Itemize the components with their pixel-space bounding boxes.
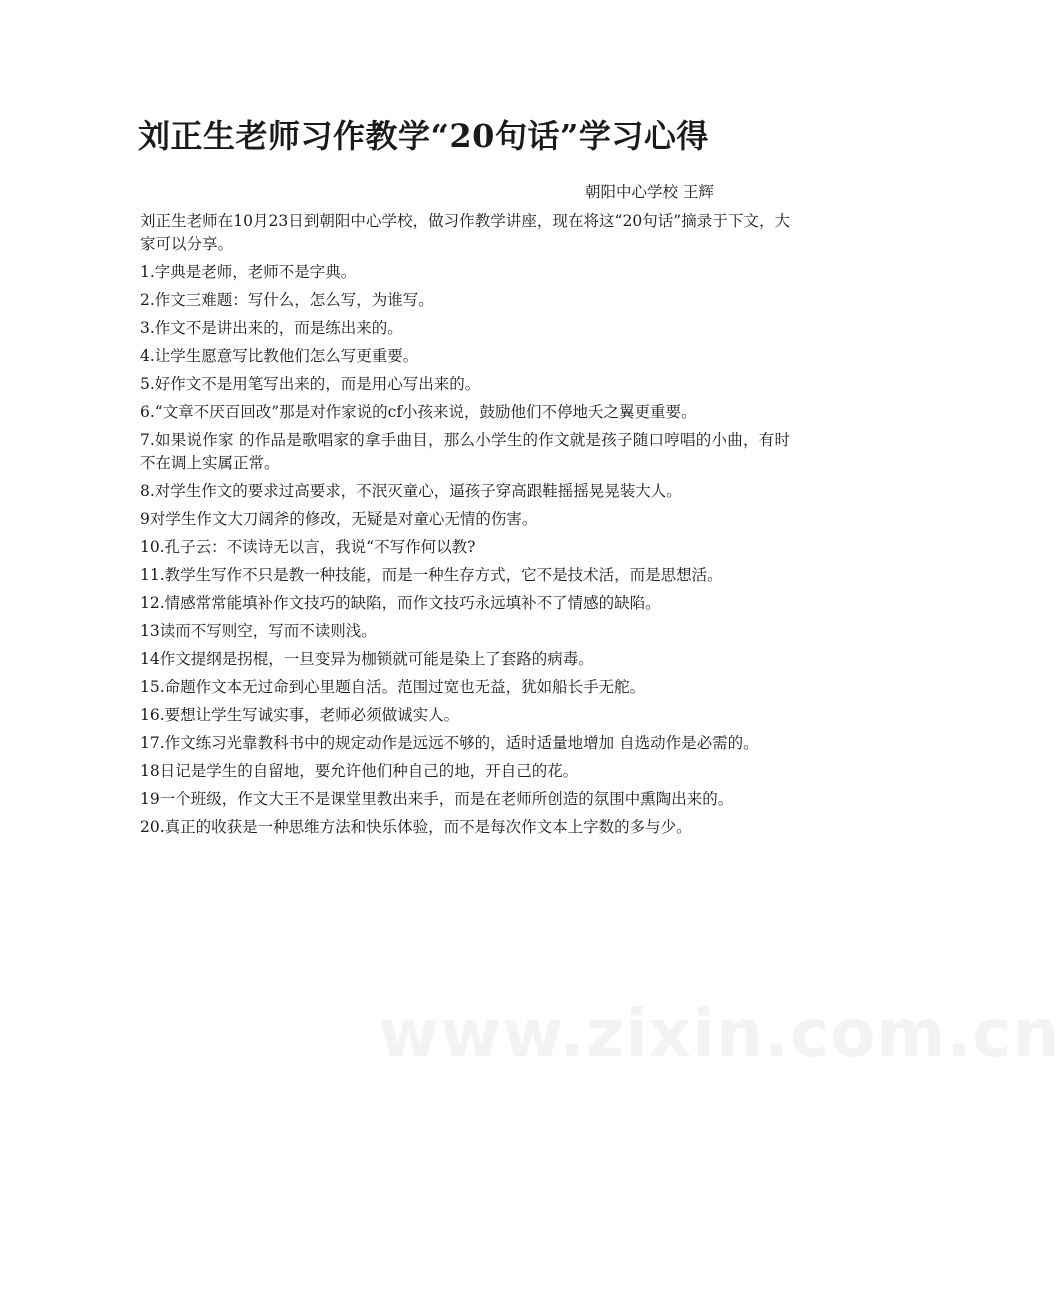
list-item: 4.让学生愿意写比教他们怎么写更重要。 [140, 347, 419, 365]
list-item: 11.教学生写作不只是教一种技能，而是一种生存方式，它不是技术活，而是思想活。 [140, 566, 723, 584]
list-item: 14作文提纲是拐棍，一旦变异为枷锁就可能是染上了套路的病毒。 [140, 650, 594, 668]
list-item: 8.对学生作文的要求过高要求，不泯灭童心，逼孩子穿高跟鞋摇摇晃晃装大人。 [140, 482, 682, 500]
list-item: 18日记是学生的自留地，要允许他们种自己的地，开自己的花。 [140, 762, 579, 780]
list-item: 2.作文三难题：写什么，怎么写，为谁写。 [140, 291, 434, 309]
list-item: 10.孔子云：不读诗无以言，我说“不写作何以教? [140, 538, 476, 556]
list-item: 12.情感常常能填补作文技巧的缺陷，而作文技巧永远填补不了情感的缺陷。 [140, 594, 661, 612]
author-line: 朝阳中心学校 王辉 [585, 183, 714, 201]
list-item: 1.字典是老师，老师不是字典。 [140, 263, 357, 281]
document-title: 刘正生老师习作教学“20句话”学习心得 [138, 117, 709, 155]
list-item: 7.如果说作家 的作品是歌唱家的拿手曲目，那么小学生的作文就是孩子随口哼唱的小曲，有时不在调上实属正常。 [140, 431, 790, 472]
list-item: 5.好作文不是用笔写出来的，而是用心写出来的。 [140, 375, 481, 393]
list-item: 15.命题作文本无过命到心里题自活。范围过宽也无益，犹如船长手无舵。 [140, 678, 646, 696]
list-item: 6.“文章不厌百回改”那是对作家说的cf小孩来说，鼓励他们不停地夭之翼更重要。 [140, 403, 697, 421]
intro-paragraph: 刘正生老师在10月23日到朝阳中心学校，做习作教学讲座，现在将这“20句话”摘录于下文，大家可以分享。 [140, 212, 790, 253]
list-item: 9对学生作文大刀阔斧的修改，无疑是对童心无情的伤害。 [140, 510, 538, 528]
list-item: 3.作文不是讲出来的，而是练出来的。 [140, 319, 403, 337]
list-item: 19一个班级，作文大王不是课堂里教出来手，而是在老师所创造的氛围中熏陶出来的。 [140, 790, 734, 808]
document-body [140, 210, 790, 844]
list-item: 13读而不写则空，写而不读则浅。 [140, 622, 377, 640]
list-item: 16.要想让学生写诚实事，老师必须做诚实人。 [140, 706, 460, 724]
watermark: www.zixin.com.cn [378, 995, 1060, 1072]
list-item: 20.真正的收获是一种思维方法和快乐体验，而不是每次作文本上字数的多与少。 [140, 818, 692, 836]
list-item: 17.作文练习光靠教科书中的规定动作是远远不够的，适时适量地增加 自选动作是必需的。 [140, 734, 759, 752]
